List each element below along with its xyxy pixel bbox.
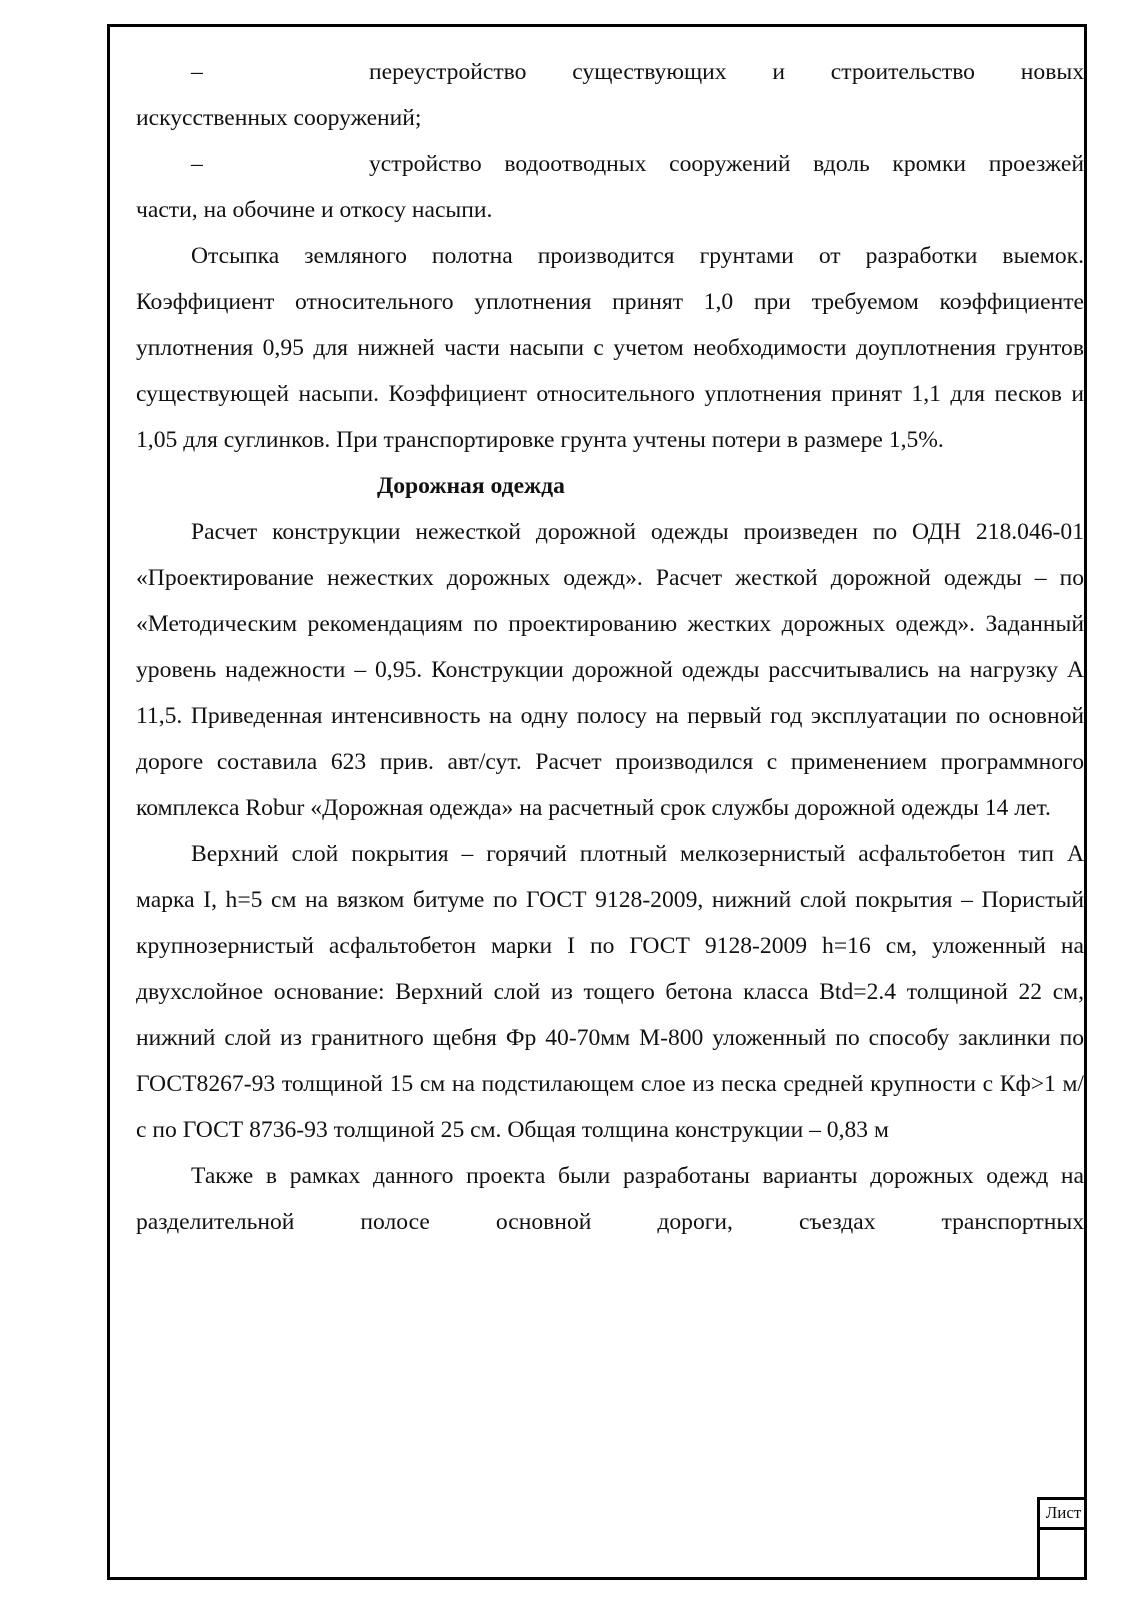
list-marker: – <box>191 59 203 85</box>
paragraph-earthwork: Отсыпка земляного полотна производится грунтами от разработки выемок. Коэффициент относительного уплотнения принят 1,0 при требуемом коэффициенте уплотнения 0,95 для нижней части насыпи с учетом необходимости доуплотнения грунтов существующей насыпи. Коэффициент относительного уплотнения принят 1,1 для песков и 1,05 для суглинков. При транспортировке грунта учтены потери в размере 1,5%. <box>136 243 1084 453</box>
list-item-lead: устройство водоотводных сооружений вдоль кромки проезжей <box>369 151 1084 177</box>
paragraph-pavement-variants: Также в рамках данного проекта были разработаны варианты дорожных одежд на разделительной полосе основной дороги, съездах транспортных <box>136 1163 1084 1235</box>
paragraph-pavement-calc: Расчет конструкции нежесткой дорожной одежды произведен по ОДН 218.046-01 «Проектирование нежестких дорожных одежд». Расчет жесткой дорожной одежды – по «Методическим рекомендациям по проектированию жестких дорожных одежд». Заданный уровень надежности – 0,95. Конструкции дорожной одежды рассчитывались на нагрузку А 11,5. Приведенная интенсивность на одну полосу на первый год эксплуатации по основной дороге составила 623 прив. авт/сут. Расчет производился с применением программного комплекса Robur «Дорожная одежда» на расчетный срок службы дорожной одежды 14 лет. <box>136 519 1084 821</box>
sheet-label: Лист <box>1040 1497 1087 1530</box>
list-marker: – <box>191 151 203 177</box>
list-item-continuation: части, на обочине и откосу насыпи. <box>136 197 493 223</box>
document-body <box>136 49 1084 1245</box>
list-item <box>136 49 1084 95</box>
list-item <box>136 141 1084 187</box>
list-item-lead: переустройство существующих и строительство новых <box>369 59 1084 85</box>
list-item-continuation: искусственных сооружений; <box>136 105 422 131</box>
paragraph-pavement-layers: Верхний слой покрытия – горячий плотный мелкозернистый асфальтобетон тип А марка I, h=5 см на вязком битуме по ГОСТ 9128-2009, нижний слой покрытия – Пористый крупнозернистый асфальтобетон марки I по ГОСТ 9128-2009 h=16 см, уложенный на двухслойное основание: Верхний слой из тощего бетона класса Btd=2.4 толщиной 22 см, нижний слой из гранитного щебня Фр 40-70мм М-800 уложенный по способу заклинки по ГОСТ8267-93 толщиной 15 см на подстилающем слое из песка средней крупности с Кф>1 м/с по ГОСТ 8736-93 толщиной 25 см. Общая толщина конструкции – 0,83 м <box>136 841 1084 1143</box>
section-heading: Дорожная одежда <box>377 473 565 499</box>
sheet-stamp <box>1037 1497 1087 1580</box>
